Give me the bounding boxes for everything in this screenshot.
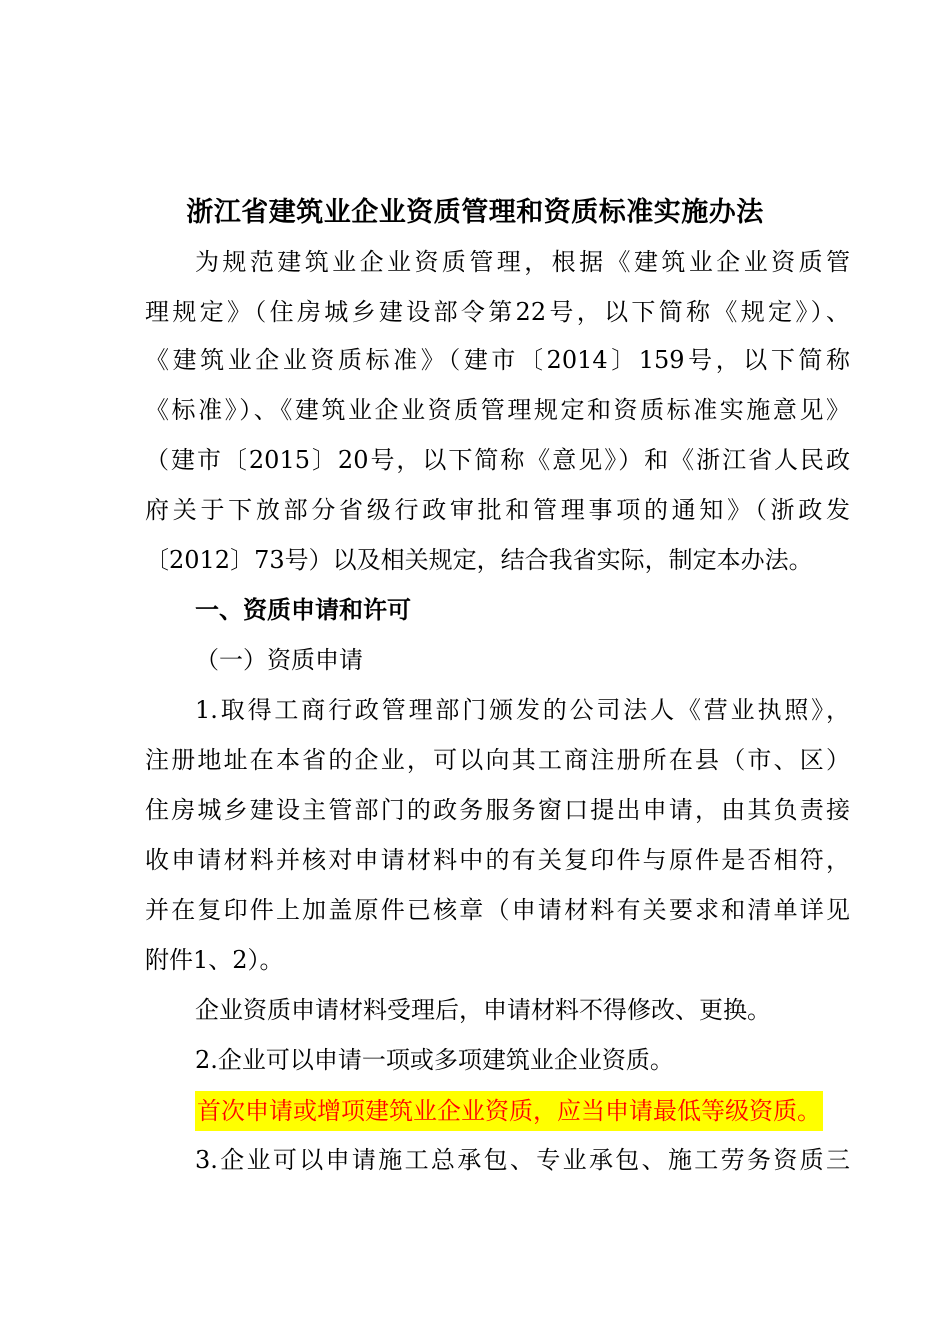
highlighted-requirement: 首次申请或增项建筑业企业资质，应当申请最低等级资质。 [195,1091,823,1131]
item-1-line: 住房城乡建设主管部门的政务服务窗口提出申请，由其负责接 [145,796,850,824]
subsection-heading: （一）资质申请 [195,646,363,674]
intro-line: 《建筑业企业资质标准》（建市〔2014〕159号，以下简称 [145,346,850,374]
item-1-line: 1.取得工商行政管理部门颁发的公司法人《营业执照》， [195,696,850,724]
item-3-paragraph: 3.企业可以申请施工总承包、专业承包、施工劳务资质三 [195,1146,850,1174]
intro-line: 为规范建筑业企业资质管理，根据《建筑业企业资质管 [195,248,850,276]
intro-line: 府关于下放部分省级行政审批和管理事项的通知》（浙政发 [145,496,850,524]
item-1-note: 企业资质申请材料受理后，申请材料不得修改、更换。 [195,996,771,1024]
intro-line: 理规定》（住房城乡建设部令第22号，以下简称《规定》）、 [145,298,850,326]
section-heading: 一、资质申请和许可 [195,596,411,624]
item-2-paragraph: 2.企业可以申请一项或多项建筑业企业资质。 [195,1046,674,1074]
intro-line: 《标准》）、《建筑业企业资质管理规定和资质标准实施意见》 [145,396,850,424]
document-title: 浙江省建筑业企业资质管理和资质标准实施办法 [186,197,764,228]
item-1-line: 收申请材料并核对申请材料中的有关复印件与原件是否相符， [145,846,850,874]
intro-line: 〔2012〕73号）以及相关规定，结合我省实际，制定本办法。 [145,546,813,574]
item-1-line: 并在复印件上加盖原件已核章（申请材料有关要求和清单详见 [145,896,850,924]
item-1-line: 附件1、2）。 [145,946,284,974]
item-1-line: 注册地址在本省的企业，可以向其工商注册所在县（市、区） [145,746,850,774]
intro-line: （建市〔2015〕20号，以下简称《意见》）和《浙江省人民政 [145,446,850,474]
